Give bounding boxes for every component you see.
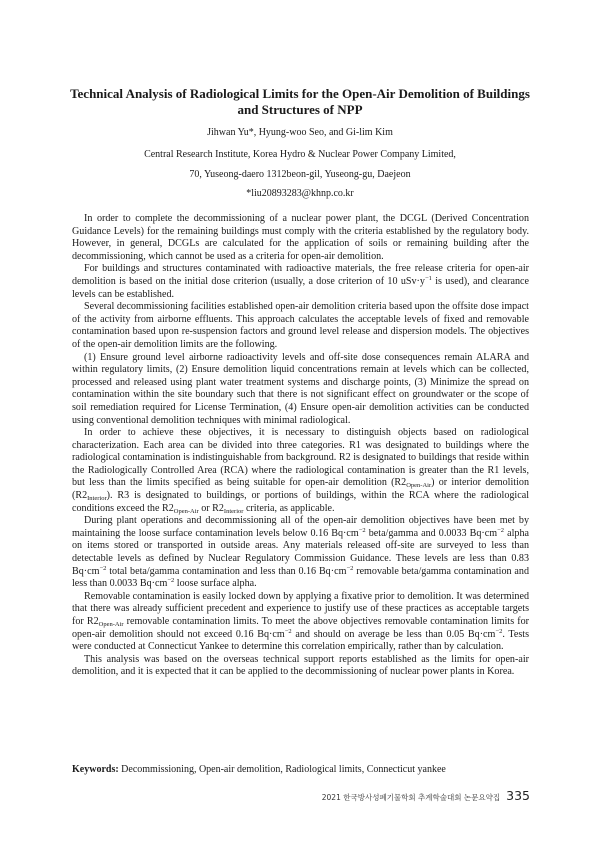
page-footer (322, 787, 530, 803)
keywords-label: Keywords: (72, 764, 119, 775)
abstract-body (72, 213, 529, 679)
address: 70, Yuseong-daero 1312beon-gil, Yuseong-gu, Daejeon (189, 169, 411, 180)
paragraph: Several decommissioning facilities established open-air demolition criteria based upon the offsite dose impact of the activity from airborne effluents. This approach calculates the acceptable levels of fixed and removable contamination based upon re-suspension factors and ground level release and dispersion models. The objectives of the open-air demolition limits are the following. (72, 301, 529, 350)
paragraph: For buildings and structures contaminated with radioactive materials, the free release criteria for open-air demolition is based on the initial dose criterion (usually, a dose criterion of 10 $uSv\cdot y^{-1}$ is used), and clearance levels can be established. (72, 263, 529, 300)
keywords-text: Decommissioning, Open-air demolition, Radiological limits, Connecticut yankee (118, 764, 446, 775)
paper-title: Technical Analysis of Radiological Limits for the Open-Air Demolition of Buildings and Structures of NPP (70, 86, 530, 117)
paragraph: Removable contamination is easily locked down by applying a fixative prior to demolition. It was determined that there was already sufficient precedent and experience to justify use of these practices as acceptable targets for $R2_{Open-Air}$ removable contamination limits. To meet the above objectives removable contamination limits for open-air demolition should not exceed 0.16 $Bq\cdot cm^{-2}$ and should on average be less than 0.05 $Bq\cdot cm^{-2}$. Tests were conducted at Connecticut Yankee to determine this correlation empirically, rather than by calculation. (72, 590, 530, 653)
proceedings-name: 2021 한국방사성폐기물학회 추계학술대회 논문요약집 (321, 793, 501, 802)
paragraph: In order to complete the decommissioning of a nuclear power plant, the DCGL (Derived Concentration Guidance Levels) for the remaining buildings must comply with the criteria established by the regulatory body. However, in general, DCGLs are calculated for the application of soils or remaining building after the decommissioning, which cannot be used as a criteria for open-air demolition. (72, 213, 529, 262)
author-list: Jihwan Yu*, Hyung-woo Seo, and Gi-lim Kim (207, 127, 393, 138)
paragraph: During plant operations and decommissioning all of the open-air demolition objectives have been met by maintaining the loose surface contamination levels below 0.16 $Bq\cdot cm^{-2}$ beta/gamma and 0.0033 $Bq\cdot cm^{-2}$ alpha on items stored or transported in outside areas. Any materials released off-site are surveyed to less than detectable levels as defined by Nuclear Regulatory Commission Guidance. These levels are less than 0.83 $Bq\cdot cm^{-2}$ total beta/gamma contamination and less than 0.16 $Bq\cdot cm^{-2}$ removable beta/gamma contamination and less than 0.0033 $Bq\cdot cm^{-2}$ loose surface alpha. (72, 515, 529, 590)
paragraph: (1) Ensure ground level airborne radioactivity levels and off-site dose consequences remain ALARA and within regulatory limits, (2) Ensure demolition liquid concentrations remain at levels which can be collected, processed and released using plant water treatment systems and discharge points, (3) Minimize the spread on contamination within the site boundary such that there is not significant effect on groundwater or the scope of soil remediation required for License Termination, (4) Ensure open-air demolition activities can be conducted using conventional demolition techniques with minimal radiological. (72, 351, 529, 426)
affiliation: Central Research Institute, Korea Hydro & Nuclear Power Company Limited, (144, 149, 456, 160)
keywords-line (72, 763, 532, 776)
email: *liu20893283@khnp.co.kr (246, 188, 354, 199)
paragraph: This analysis was based on the overseas technical support reports established as the limits for open-air demolition, and it is expected that it can be applied to the decommissioning of nuclear power plants in Korea. (72, 653, 529, 678)
paragraph: In order to achieve these objectives, it is necessary to distinguish objects based on radiological characterization. Each area can be divided into three categories. R1 was designated to buildings where the radiological contamination is indistinguishable from background. R2 is designated to buildings that reside within the Radiologically Controlled Area (RCA) where the radiological contamination is greater than the R1 levels, but less than the limits specified as being suitable for open-air demolition $(R2_{Open-Air})$ or interior demolition $(R2_{Interior})$. R3 is designated to buildings, or portions of buildings, within the RCA where the radiological conditions exceed the $R2_{Open-Air}$ or $R2_{Interior}$ criteria, as applicable. (72, 427, 529, 515)
page-number: 335 (506, 788, 530, 803)
